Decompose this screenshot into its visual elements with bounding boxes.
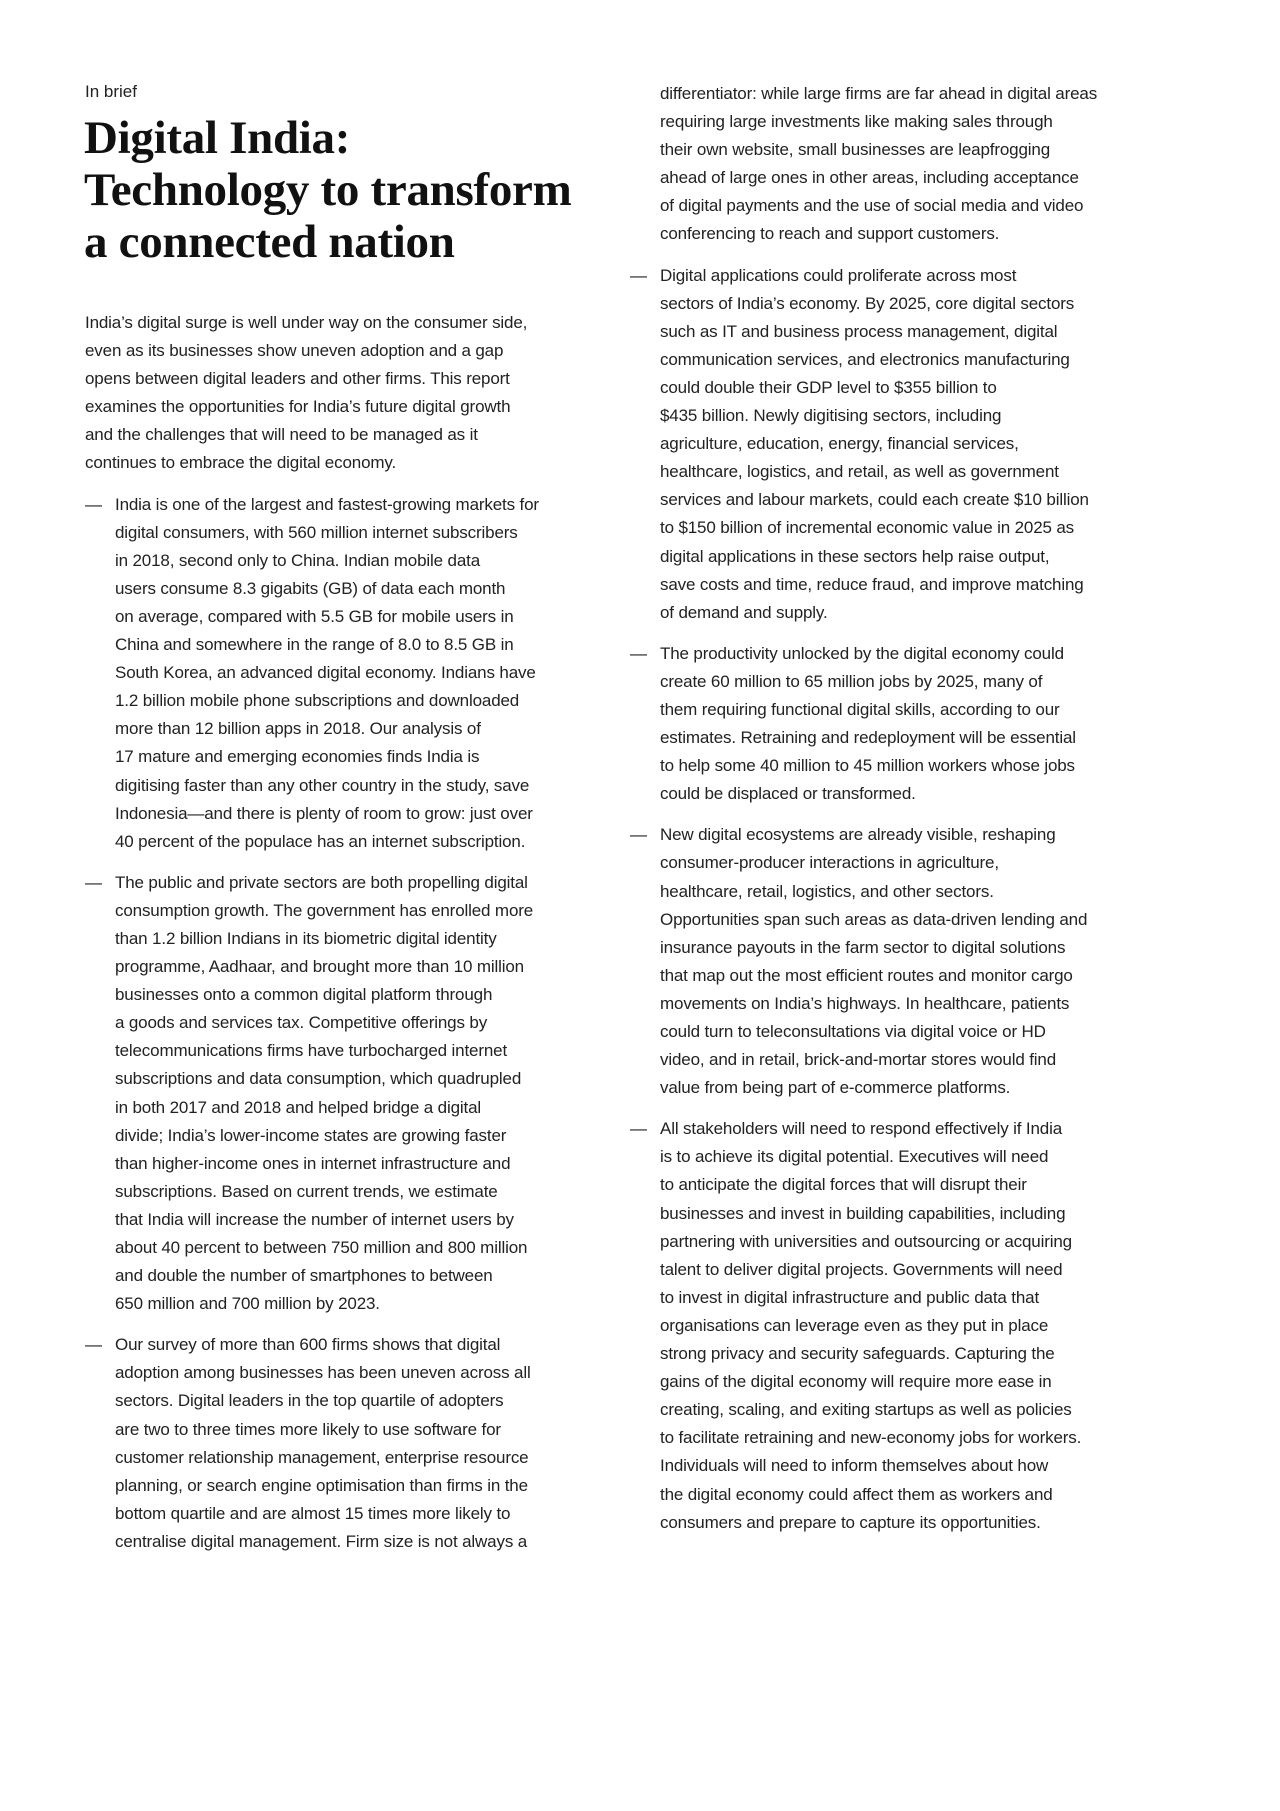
text-line: customer relationship management, enterprise resource: [115, 1447, 529, 1467]
bullet-item: [85, 1331, 615, 1556]
text-line: in 2018, second only to China. Indian mobile data: [115, 550, 481, 570]
dash-marker: —: [630, 1119, 647, 1139]
text-line: value from being part of e-commerce platforms.: [660, 1078, 1011, 1098]
text-line: continues to embrace the digital economy.: [85, 453, 397, 473]
text-line: divide; India’s lower-income states are growing faster: [115, 1125, 507, 1145]
text-line: programme, Aadhaar, and brought more than 10 million: [115, 957, 524, 977]
title-line: Technology to transform: [84, 164, 572, 216]
page-title: [84, 112, 571, 268]
text-line: that map out the most efficient routes and monitor cargo: [660, 965, 1073, 985]
dash-marker: —: [630, 643, 647, 663]
left-column: [85, 309, 615, 1569]
text-line: centralise digital management. Firm size is not always a: [115, 1531, 528, 1551]
text-line: India’s digital surge is well under way on the consumer side,: [85, 313, 528, 332]
text-line: to $150 billion of incremental economic value in 2025 as: [660, 518, 1075, 538]
text-line: Opportunities span such areas as data-driven lending and: [660, 909, 1088, 929]
text-line: New digital ecosystems are already visible, reshaping: [660, 825, 1056, 845]
bullet-item: [630, 262, 1170, 627]
text-line: to invest in digital infrastructure and public data that: [660, 1287, 1040, 1307]
text-line: services and labour markets, could each create $10 billion: [660, 490, 1089, 510]
text-line: South Korea, an advanced digital economy. Indians have: [115, 663, 536, 683]
text-line: 1.2 billion mobile phone subscriptions and downloaded: [115, 691, 520, 711]
text-line: of demand and supply.: [660, 602, 828, 622]
dash-marker: —: [85, 872, 102, 892]
text-line: even as its businesses show uneven adoption and a gap: [85, 341, 504, 361]
text-line: healthcare, logistics, and retail, as well as government: [660, 462, 1059, 482]
text-line: estimates. Retraining and redeployment will be essential: [660, 728, 1076, 748]
right-column: [630, 80, 1170, 1550]
text-line: examines the opportunities for India’s future digital growth: [85, 397, 511, 417]
text-line: sectors. Digital leaders in the top quartile of adopters: [115, 1391, 504, 1411]
text-line: The productivity unlocked by the digital economy could: [660, 643, 1064, 663]
bullet-item: [630, 1115, 1170, 1536]
text-line: users consume 8.3 gigabits (GB) of data each month: [115, 578, 506, 598]
text-line: their own website, small businesses are leapfrogging: [660, 140, 1051, 160]
title-line: a connected nation: [84, 216, 455, 268]
text-line: movements on India’s highways. In healthcare, patients: [660, 993, 1070, 1013]
text-line: All stakeholders will need to respond effectively if India: [660, 1119, 1063, 1139]
text-line: insurance payouts in the farm sector to digital solutions: [660, 937, 1066, 957]
text-line: them requiring functional digital skills, according to our: [660, 699, 1060, 719]
text-line: Digital applications could proliferate across most: [660, 265, 1017, 285]
text-line: subscriptions. Based on current trends, we estimate: [115, 1181, 498, 1201]
text-line: differentiator: while large firms are far ahead in digital areas: [660, 84, 1098, 103]
text-line: businesses and invest in building capabilities, including: [660, 1203, 1066, 1223]
text-line: a goods and services tax. Competitive offerings by: [115, 1013, 488, 1033]
text-line: sectors of India’s economy. By 2025, core digital sectors: [660, 293, 1075, 313]
bullet-item: [85, 491, 615, 856]
text-line: Individuals will need to inform themselves about how: [660, 1456, 1049, 1476]
text-line: the digital economy could affect them as workers and: [660, 1484, 1053, 1504]
text-line: could be displaced or transformed.: [660, 784, 916, 804]
text-line: 650 million and 700 million by 2023.: [115, 1294, 380, 1314]
text-line: to facilitate retraining and new-economy jobs for workers.: [660, 1428, 1082, 1448]
text-line: digital applications in these sectors help raise output,: [660, 546, 1050, 566]
text-line: The public and private sectors are both propelling digital: [115, 872, 528, 892]
text-line: $435 billion. Newly digitising sectors, including: [660, 406, 1002, 426]
text-line: such as IT and business process management, digital: [660, 321, 1058, 341]
text-line: consumer-producer interactions in agriculture,: [660, 853, 999, 873]
text-line: 17 mature and emerging economies finds India is: [115, 747, 480, 767]
text-line: to anticipate the digital forces that will disrupt their: [660, 1175, 1027, 1195]
text-line: could double their GDP level to $355 billion to: [660, 377, 997, 397]
bullet-item: [630, 821, 1170, 1102]
text-line: and double the number of smartphones to between: [115, 1266, 493, 1286]
text-line: consumers and prepare to capture its opportunities.: [660, 1512, 1041, 1532]
text-line: save costs and time, reduce fraud, and improve matching: [660, 574, 1084, 594]
text-line: talent to deliver digital projects. Governments will need: [660, 1259, 1063, 1279]
text-line: adoption among businesses has been uneven across all: [115, 1363, 531, 1383]
text-line: creating, scaling, and exiting startups as well as policies: [660, 1400, 1072, 1420]
text-line: requiring large investments like making sales through: [660, 112, 1053, 132]
title-line: Digital India:: [84, 112, 351, 164]
text-line: than higher-income ones in internet infrastructure and: [115, 1153, 511, 1173]
text-line: conferencing to reach and support customers.: [660, 224, 1000, 244]
text-line: about 40 percent to between 750 million and 800 million: [115, 1238, 528, 1257]
text-line: China and somewhere in the range of 8.0 to 8.5 GB in: [115, 635, 514, 655]
dash-marker: —: [630, 825, 647, 845]
dash-marker: —: [85, 1335, 102, 1355]
text-line: to help some 40 million to 45 million workers whose jobs: [660, 756, 1075, 776]
text-line: businesses onto a common digital platform through: [115, 985, 493, 1005]
text-line: Indonesia—and there is plenty of room to grow: just over: [115, 803, 533, 823]
text-line: and the challenges that will need to be managed as it: [85, 425, 478, 445]
section-kicker: In brief: [85, 82, 137, 101]
text-line: strong privacy and security safeguards. Capturing the: [660, 1344, 1055, 1364]
text-line: 40 percent of the populace has an internet subscription.: [115, 831, 526, 851]
intro-paragraph: [85, 309, 615, 478]
text-line: is to achieve its digital potential. Executives will need: [660, 1147, 1049, 1167]
dash-marker: —: [85, 494, 102, 514]
text-line: video, and in retail, brick-and-mortar stores would find: [660, 1050, 1057, 1070]
text-line: bottom quartile and are almost 15 times more likely to: [115, 1503, 511, 1523]
text-line: ahead of large ones in other areas, including acceptance: [660, 168, 1079, 188]
text-line: more than 12 billion apps in 2018. Our analysis of: [115, 719, 481, 739]
text-line: opens between digital leaders and other firms. This report: [85, 369, 510, 389]
text-line: organisations can leverage even as they put in place: [660, 1315, 1049, 1335]
text-line: healthcare, retail, logistics, and other sectors.: [660, 881, 994, 901]
text-line: gains of the digital economy will require more ease in: [660, 1372, 1052, 1392]
text-line: Our survey of more than 600 firms shows that digital: [115, 1335, 501, 1355]
bullet-continuation: [630, 80, 1170, 249]
bullet-item: [85, 869, 615, 1319]
text-line: than 1.2 billion Indians in its biometric digital identity: [115, 928, 497, 948]
text-line: could turn to teleconsultations via digital voice or HD: [660, 1022, 1046, 1041]
bullet-item: [630, 640, 1170, 809]
text-line: agriculture, education, energy, financial services,: [660, 434, 1019, 454]
text-line: India is one of the largest and fastest-growing markets for: [115, 494, 539, 514]
text-line: create 60 million to 65 million jobs by 2025, many of: [660, 671, 1043, 691]
text-line: subscriptions and data consumption, which quadrupled: [115, 1069, 522, 1089]
text-line: telecommunications firms have turbocharged internet: [115, 1041, 508, 1061]
text-line: digitising faster than any other country in the study, save: [115, 775, 530, 795]
text-line: digital consumers, with 560 million internet subscribers: [115, 522, 518, 542]
text-line: partnering with universities and outsourcing or acquiring: [660, 1231, 1072, 1251]
text-line: of digital payments and the use of social media and video: [660, 196, 1084, 216]
text-line: communication services, and electronics manufacturing: [660, 349, 1070, 369]
text-line: are two to three times more likely to use software for: [115, 1419, 501, 1439]
text-line: that India will increase the number of internet users by: [115, 1209, 514, 1229]
text-line: planning, or search engine optimisation than firms in the: [115, 1475, 528, 1495]
text-line: on average, compared with 5.5 GB for mobile users in: [115, 606, 514, 626]
dash-marker: —: [630, 265, 647, 285]
text-line: consumption growth. The government has enrolled more: [115, 900, 534, 920]
text-line: in both 2017 and 2018 and helped bridge a digital: [115, 1097, 482, 1117]
